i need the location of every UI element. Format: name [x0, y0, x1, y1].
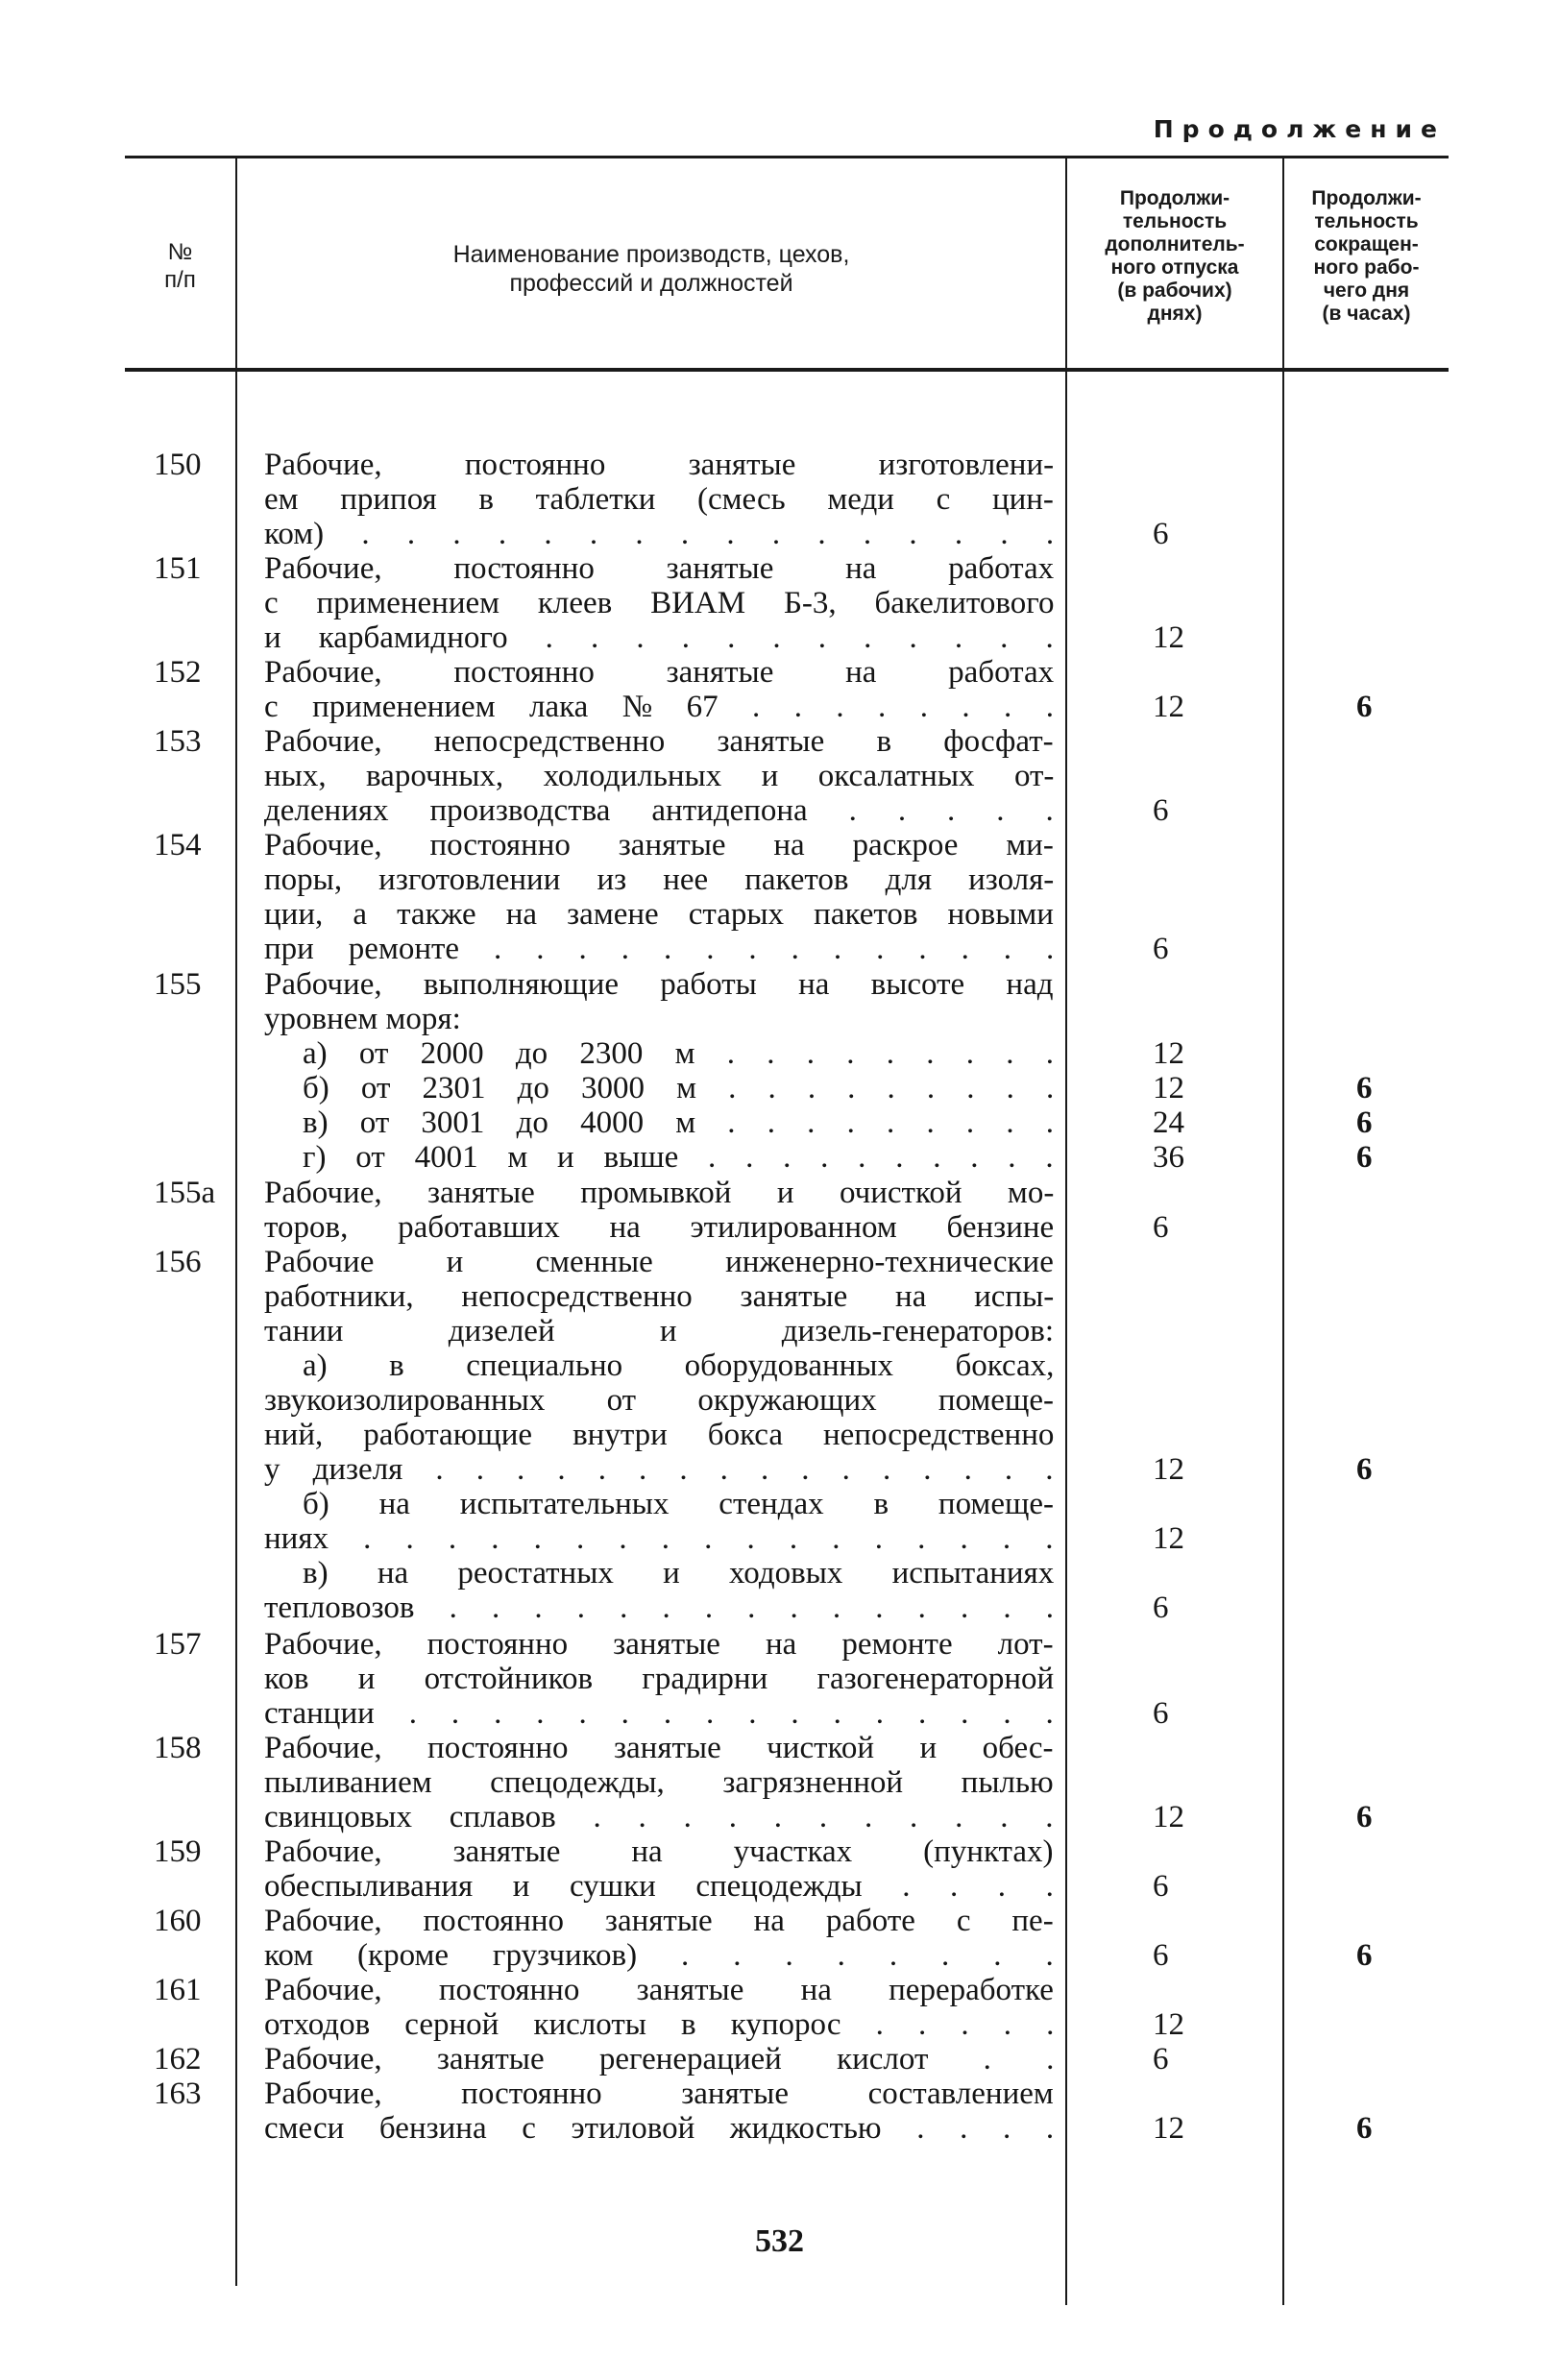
header-number-line: п/п: [164, 267, 196, 293]
row-text-line: Рабочие, постоянно занятые изготовлени-: [264, 448, 1055, 482]
row-text-line: Рабочие, постоянно занятые чисткой и обес-: [264, 1731, 1054, 1765]
short-day-hours: 6: [1356, 1140, 1373, 1175]
row-text-line: делениях производства антидепона . . . . .: [264, 793, 1054, 828]
row-text-line: тепловозов . . . . . . . . . . . . . . .: [264, 1591, 1055, 1625]
row-text-line: Рабочие, постоянно занятые на ремонте лот-: [264, 1627, 1054, 1662]
header-bottom-rule: [125, 368, 1449, 372]
continuation-label: Продолжение: [1153, 115, 1446, 143]
row-text-line: Рабочие, выполняющие работы на высоте над: [264, 967, 1054, 1002]
row-number: 152: [154, 655, 202, 690]
row-text-line: Рабочие, постоянно занятые на работах: [264, 655, 1055, 690]
header-leave-line: тельность: [1122, 210, 1228, 232]
row-text-line: торов, работавших на этилированном бензине: [264, 1210, 1055, 1245]
header-short-day: [1284, 187, 1449, 326]
header-day-line: Продолжи-: [1311, 187, 1422, 209]
short-day-hours: 6: [1356, 1800, 1373, 1834]
row-text-line: в) на реостатных и ходовых испытаниях: [303, 1556, 1055, 1591]
header-name-line: профессий и должностей: [509, 270, 793, 297]
short-day-hours: 6: [1356, 1105, 1373, 1140]
header-leave-line: Продолжи-: [1119, 187, 1230, 209]
row-text-line: Рабочие, занятые промывкой и очисткой мо-: [264, 1176, 1055, 1210]
row-text-line: б) от 2301 до 3000 м . . . . . . . . .: [303, 1071, 1055, 1105]
row-text-line: Рабочие, постоянно занятые на переработке: [264, 1973, 1054, 2007]
row-text-line: ком (кроме грузчиков) . . . . . . . .: [264, 1938, 1054, 1973]
row-number: 155а: [154, 1176, 216, 1210]
header-number: [125, 238, 235, 294]
extra-leave-days: 6: [1153, 1938, 1169, 1973]
column-divider-leave: [1282, 158, 1284, 2305]
short-day-hours: 6: [1356, 1452, 1373, 1487]
header-leave-line: днях): [1147, 303, 1203, 325]
row-text-line: Рабочие, постоянно занятые на работе с пе-: [264, 1904, 1054, 1938]
row-text-line: работники, непосредственно занятые на испы-: [264, 1279, 1055, 1314]
row-text-line: ных, варочных, холодильных и оксалатных от-: [264, 759, 1055, 793]
row-text-line: Рабочие, занятые на участках (пунктах): [264, 1834, 1054, 1869]
row-text-line: отходов серной кислоты в купорос . . . . .: [264, 2007, 1055, 2042]
row-text-line: свинцовых сплавов . . . . . . . . . . .: [264, 1800, 1054, 1834]
extra-leave-days: 12: [1153, 2007, 1184, 2042]
table-top-rule: [125, 156, 1449, 158]
row-text-line: с применением лака № 67 . . . . . . . .: [264, 690, 1054, 724]
row-text-line: пыливанием спецодежды, загрязненной пылью: [264, 1765, 1054, 1800]
header-day-line: тельность: [1314, 210, 1419, 232]
row-text-line: с применением клеев ВИАМ Б-3, бакелитового: [264, 586, 1055, 620]
row-text-line: тании дизелей и дизель-генераторов:: [264, 1314, 1054, 1348]
row-text-line: ков и отстойников градирни газогенераторной: [264, 1662, 1055, 1696]
extra-leave-days: 6: [1153, 2042, 1169, 2076]
row-text-line: звукоизолированных от окружающих помеще-: [264, 1383, 1055, 1418]
extra-leave-days: 24: [1153, 1105, 1184, 1140]
header-leave-line: дополнитель-: [1105, 233, 1245, 255]
short-day-hours: 6: [1356, 1938, 1373, 1973]
row-text-line: а) в специально оборудованных боксах,: [303, 1348, 1055, 1383]
column-divider-number: [235, 158, 237, 2286]
extra-leave-days: 6: [1153, 793, 1169, 828]
header-day-line: (в часах): [1322, 303, 1411, 325]
extra-leave-days: 6: [1153, 1210, 1169, 1245]
row-text-line: станции . . . . . . . . . . . . . . . .: [264, 1696, 1054, 1731]
row-text-line: г) от 4001 м и выше . . . . . . . . . .: [303, 1140, 1054, 1175]
row-number: 161: [154, 1973, 202, 2007]
row-text-line: уровнем моря:: [264, 1002, 461, 1036]
row-text-line: ний, работающие внутри бокса непосредственно: [264, 1418, 1055, 1452]
extra-leave-days: 6: [1153, 1869, 1169, 1904]
header-day-line: сокращен-: [1314, 233, 1419, 255]
row-number: 160: [154, 1904, 202, 1938]
header-name: [237, 240, 1065, 298]
extra-leave-days: 36: [1153, 1140, 1184, 1175]
row-text-line: ции, а также на замене старых пакетов новыми: [264, 897, 1054, 932]
extra-leave-days: 12: [1153, 1800, 1184, 1834]
row-number: 158: [154, 1731, 202, 1765]
header-name-line: Наименование производств, цехов,: [452, 241, 850, 268]
header-leave-line: ного отпуска: [1110, 256, 1239, 279]
row-text-line: в) от 3001 до 4000 м . . . . . . . . .: [303, 1105, 1054, 1140]
row-text-line: Рабочие и сменные инженерно-технические: [264, 1245, 1054, 1279]
row-number: 155: [154, 967, 202, 1002]
header-day-line: чего дня: [1323, 279, 1410, 302]
header-day-line: ного рабо-: [1313, 256, 1420, 279]
column-divider-name: [1065, 158, 1067, 2305]
extra-leave-days: 6: [1153, 1696, 1169, 1731]
row-text-line: ниях . . . . . . . . . . . . . . . . .: [264, 1521, 1054, 1556]
row-number: 150: [154, 448, 202, 482]
row-text-line: при ремонте . . . . . . . . . . . . . .: [264, 932, 1055, 966]
extra-leave-days: 12: [1153, 1452, 1184, 1487]
row-text-line: Рабочие, постоянно занятые на работах: [264, 551, 1055, 586]
page-number: 532: [755, 2223, 804, 2259]
row-number: 162: [154, 2042, 202, 2076]
row-text-line: б) на испытательных стендах в помеще-: [303, 1487, 1055, 1521]
row-number: 154: [154, 828, 202, 862]
extra-leave-days: 12: [1153, 1521, 1184, 1556]
row-number: 157: [154, 1627, 202, 1662]
short-day-hours: 6: [1356, 1071, 1373, 1105]
row-text-line: Рабочие, постоянно занятые составлением: [264, 2076, 1054, 2111]
row-text-line: ем припоя в таблетки (смесь меди с цин-: [264, 482, 1054, 517]
header-extra-leave: [1067, 187, 1282, 326]
extra-leave-days: 6: [1153, 932, 1169, 966]
extra-leave-days: 12: [1153, 690, 1184, 724]
short-day-hours: 6: [1356, 690, 1373, 724]
row-text-line: смеси бензина с этиловой жидкостью . . . .: [264, 2111, 1055, 2146]
row-text-line: поры, изготовлении из нее пакетов для изоля-: [264, 862, 1055, 897]
extra-leave-days: 6: [1153, 1591, 1169, 1625]
short-day-hours: 6: [1356, 2111, 1373, 2146]
row-text-line: и карбамидного . . . . . . . . . . . .: [264, 620, 1054, 655]
row-text-line: Рабочие, непосредственно занятые в фосфат-: [264, 724, 1054, 759]
row-number: 156: [154, 1245, 202, 1279]
row-number: 159: [154, 1834, 202, 1869]
row-number: 163: [154, 2076, 202, 2111]
extra-leave-days: 12: [1153, 620, 1184, 655]
row-text-line: у дизеля . . . . . . . . . . . . . . . .: [264, 1452, 1054, 1487]
extra-leave-days: 12: [1153, 1036, 1184, 1071]
header-leave-line: (в рабочих): [1117, 279, 1232, 302]
extra-leave-days: 12: [1153, 2111, 1184, 2146]
row-number: 153: [154, 724, 202, 759]
extra-leave-days: 12: [1153, 1071, 1184, 1105]
row-text-line: Рабочие, постоянно занятые на раскрое ми-: [264, 828, 1054, 862]
row-text-line: обеспыливания и сушки спецодежды . . . .: [264, 1869, 1054, 1904]
header-number-line: №: [167, 239, 193, 265]
extra-leave-days: 6: [1153, 517, 1169, 551]
row-text-line: ком) . . . . . . . . . . . . . . . .: [264, 517, 1055, 551]
row-text-line: а) от 2000 до 2300 м . . . . . . . . .: [303, 1036, 1055, 1071]
row-text-line: Рабочие, занятые регенерацией кислот . .: [264, 2042, 1055, 2076]
row-number: 151: [154, 551, 202, 586]
